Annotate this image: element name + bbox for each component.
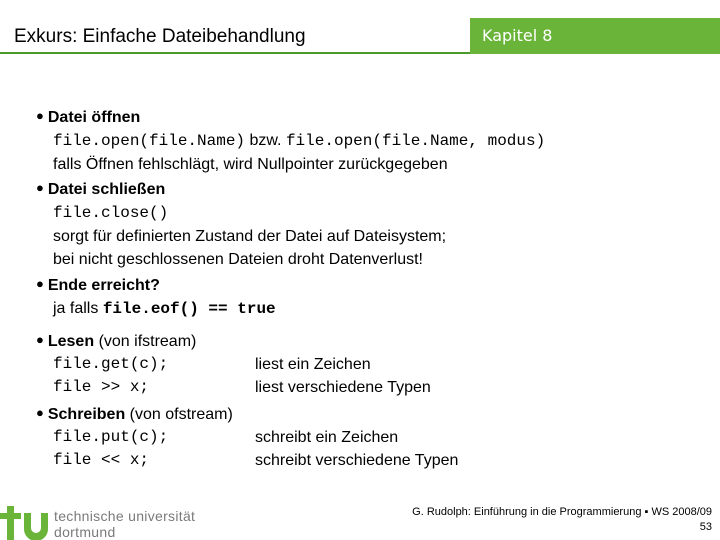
code-snippet: file.eof() == true [102,300,276,318]
footer-credit: G. Rudolph: Einführung in die Programmierung ▪ WS 2008/09 [412,506,712,518]
code-snippet: file << x; [53,451,150,469]
item-note: (von ofstream) [129,406,233,423]
logo-text-line1: technische universität [54,508,196,524]
code-snippet: file.close() [53,204,169,222]
item-text: falls Öffnen fehlschlägt, wird Nullpointer zurückgegeben [53,156,448,173]
tu-logo-icon [0,502,52,540]
logo-text-line2: dortmund [54,524,116,540]
code-snippet: file.put(c); [53,428,169,446]
item-heading: Schreiben [47,406,126,423]
footer-text [412,505,712,535]
item-heading: Ende erreicht? [47,277,160,294]
item-close [36,178,446,271]
bullet-icon: ● [36,332,44,347]
header-title: Exkurs: Einfache Dateibehandlung [14,26,306,47]
chapter-box [470,18,720,54]
item-read [36,330,431,399]
code-description: schreibt ein Zeichen [255,429,399,446]
chapter-label: Kapitel 8 [482,26,553,45]
item-heading: Datei schließen [47,181,166,198]
bullet-icon: ● [36,180,44,195]
item-text: sorgt für definierten Zustand der Datei auf Dateisystem; [53,228,447,245]
item-heading: Lesen [47,333,95,350]
item-write [36,403,458,472]
header-divider [0,52,470,54]
item-text: ja falls [53,300,99,317]
code-description: schreibt verschiedene Typen [255,452,459,469]
bullet-icon: ● [36,108,44,123]
code-snippet: file.get(c); [53,355,169,373]
code-snippet: file.open(file.Name) [53,132,246,150]
bullet-icon: ● [36,405,44,420]
code-snippet: file.open(file.Name, modus) [285,132,546,150]
code-description: liest verschiedene Typen [255,379,431,396]
item-note: (von ifstream) [98,333,197,350]
page-number: 53 [699,521,712,533]
code-description: liest ein Zeichen [255,356,371,373]
item-text: bei nicht geschlossenen Dateien droht Datenverlust! [53,251,423,268]
item-heading: Datei öffnen [47,109,141,126]
university-logo [0,502,250,540]
connector-text: bzw. [249,132,282,149]
bullet-icon: ● [36,276,44,291]
code-snippet: file >> x; [53,378,150,396]
item-eof [36,274,276,321]
item-open [36,106,545,176]
